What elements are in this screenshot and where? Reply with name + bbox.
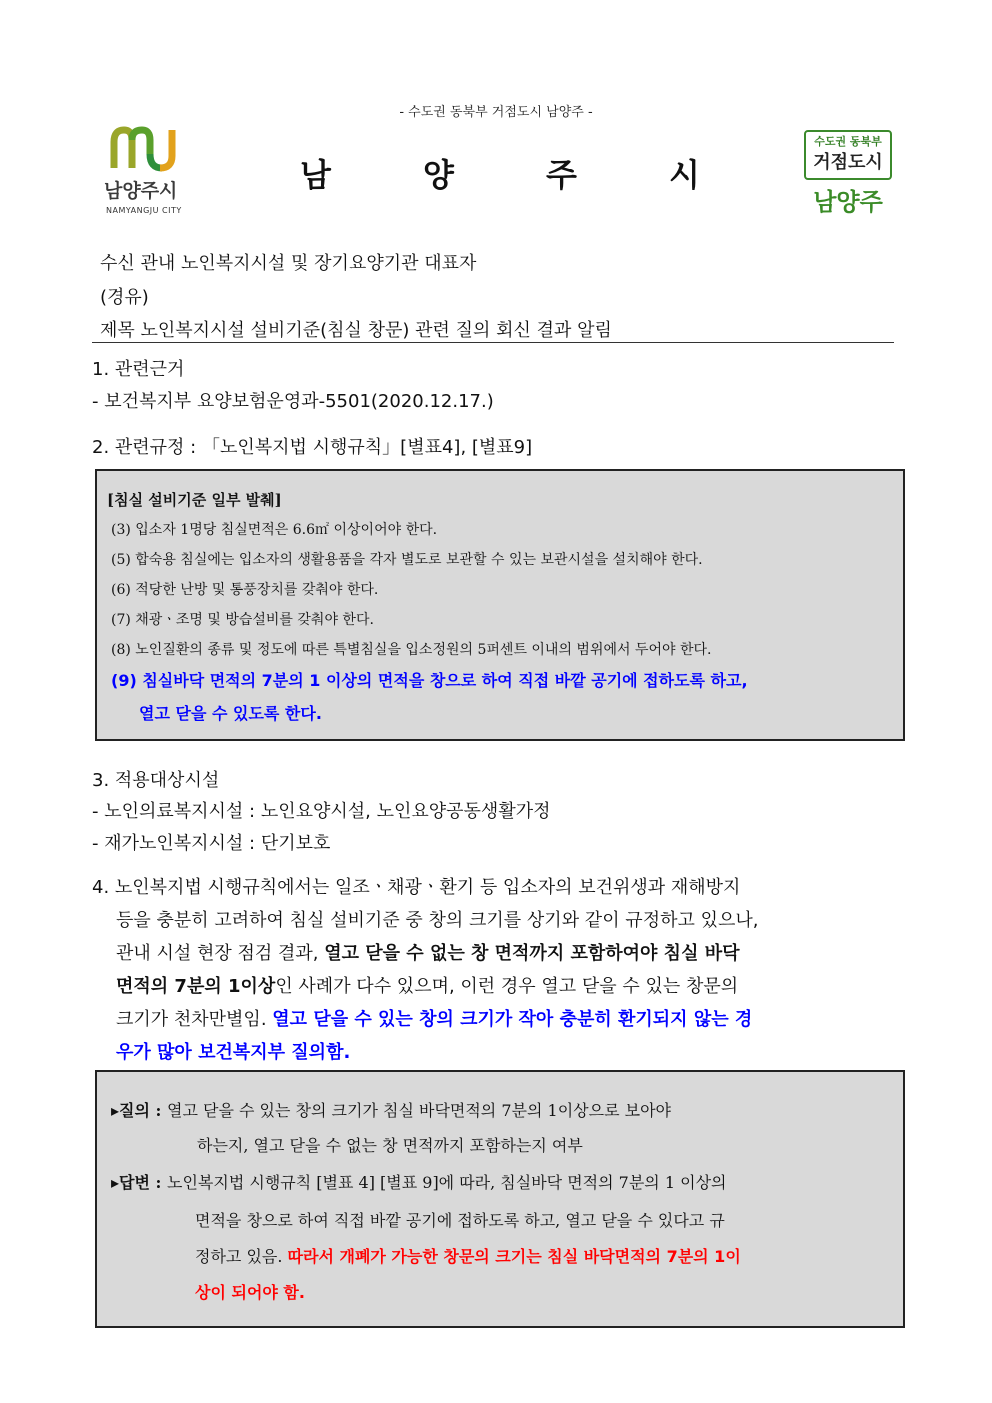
via: (경유) [100, 287, 149, 308]
subject: 제목 노인복지시설 설비기준(침실 창문) 관련 질의 회신 결과 알림 [100, 320, 612, 341]
section4-emphasis: 열고 닫을 수 없는 창 면적까지 포함하여야 침실 바닥 [324, 943, 740, 964]
qa-box [95, 1070, 905, 1328]
section1-title: 1. 관련근거 [92, 359, 185, 380]
section4-line: 4. 노인복지법 시행규칙에서는 일조ㆍ채광ㆍ환기 등 입소자의 보건위생과 재해방지 [92, 877, 741, 898]
section4-blue: 열고 닫을 수 있는 창의 크기가 작아 충분히 환기되지 않는 경 [272, 1009, 753, 1030]
title-char: 남 [300, 156, 331, 194]
section3-item: - 노인의료복지시설 : 노인요양시설, 노인요양공동생활가정 [92, 801, 551, 822]
section4-emphasis: 면적의 7분의 1이상 [116, 976, 276, 997]
namyangju-city-logo [104, 124, 194, 224]
section4-text: 크기가 천차만별임. [116, 1009, 273, 1030]
excerpt-item-9: (9) 침실바닥 면적의 7분의 1 이상의 면적을 창으로 하여 직접 바깥 공기에 접하도록 하고, [111, 671, 748, 690]
section2-title: 2. 관련규정 : 「노인복지법 시행규칙」[별표4], [별표9] [92, 437, 533, 458]
excerpt-item: (5) 합숙용 침실에는 입소자의 생활용품을 각자 별도로 보관할 수 있는 보관시설을 설치해야 한다. [111, 552, 703, 568]
section4-text: 관내 시설 현장 점검 결과, [116, 943, 325, 964]
logo-name: 남양주시 [104, 180, 178, 202]
title-char: 주 [546, 156, 577, 194]
slogan: - 수도권 동북부 거점도시 남양주 - [399, 105, 593, 120]
answer-label: ▸답변 : [111, 1173, 167, 1192]
question-cont: 하는지, 열고 닫을 수 없는 창 면적까지 포함하는지 여부 [197, 1136, 583, 1155]
excerpt-box [95, 469, 905, 741]
recipient: 수신 관내 노인복지시설 및 장기요양기관 대표자 [100, 253, 477, 274]
section4-line [116, 970, 894, 1003]
section4-line [116, 1003, 894, 1036]
excerpt-item-9-cont: 열고 닫을 수 있도록 한다. [139, 704, 322, 723]
answer-text: 노인복지법 시행규칙 [별표 4] [별표 9]에 따라, 침실바닥 면적의 7분의 1 이상의 [167, 1173, 727, 1192]
excerpt-item: (8) 노인질환의 종류 및 정도에 따른 특별침실을 입소정원의 5퍼센트 이내의 범위에서 두어야 한다. [111, 642, 712, 658]
title-char: 양 [423, 156, 454, 194]
answer-cont: 면적을 창으로 하여 직접 바깥 공기에 접하도록 하고, 열고 닫을 수 있다고 규 [195, 1211, 725, 1230]
hub-city-logo [804, 130, 890, 220]
section4-text: 인 사례가 다수 있으며, 이런 경우 열고 닫을 수 있는 창문의 [275, 976, 739, 997]
answer-red-line: 상이 되어야 함. [195, 1283, 305, 1302]
excerpt-item: (6) 적당한 난방 및 통풍장치를 갖춰야 한다. [111, 582, 379, 598]
logo-sub: NAMYANGJU CITY [106, 206, 182, 215]
section4-line: 등을 충분히 고려하여 침실 설비기준 중 창의 크기를 상기와 같이 규정하고 있으나, [116, 910, 759, 931]
page-title [300, 150, 700, 196]
excerpt-item: (7) 채광ㆍ조명 및 방습설비를 갖춰야 한다. [111, 612, 374, 628]
answer-text: 정하고 있음. [195, 1247, 288, 1266]
question-text: 열고 닫을 수 있는 창의 크기가 침실 바닥면적의 7분의 1이상으로 보아야 [167, 1101, 671, 1120]
section4-line [116, 937, 894, 970]
excerpt-heading: [침실 설비기준 일부 발췌] [107, 491, 282, 509]
answer-line [111, 1170, 727, 1193]
section3-title: 3. 적용대상시설 [92, 770, 220, 791]
excerpt-item: (3) 입소자 1명당 침실면적은 6.6㎡ 이상이어야 한다. [111, 522, 438, 538]
divider [92, 342, 894, 343]
section3-item: - 재가노인복지시설 : 단기보호 [92, 833, 331, 854]
question-line [111, 1098, 671, 1121]
hub-logo-line3: 남양주 [813, 188, 883, 216]
city-emblem-icon [110, 124, 190, 172]
section1-item: - 보건복지부 요양보험운영과-5501(2020.12.17.) [92, 391, 494, 412]
answer-cont [195, 1244, 741, 1267]
question-label: ▸질의 : [111, 1101, 167, 1120]
hub-logo-line2: 거점도시 [813, 152, 883, 173]
answer-red: 따라서 개폐가 가능한 창문의 크기는 침실 바닥면적의 7분의 1이 [287, 1247, 741, 1266]
hub-logo-line1: 수도권 동북부 [814, 135, 882, 148]
section4-blue-line: 우가 많아 보건복지부 질의함. [116, 1042, 351, 1063]
title-char: 시 [669, 156, 700, 194]
